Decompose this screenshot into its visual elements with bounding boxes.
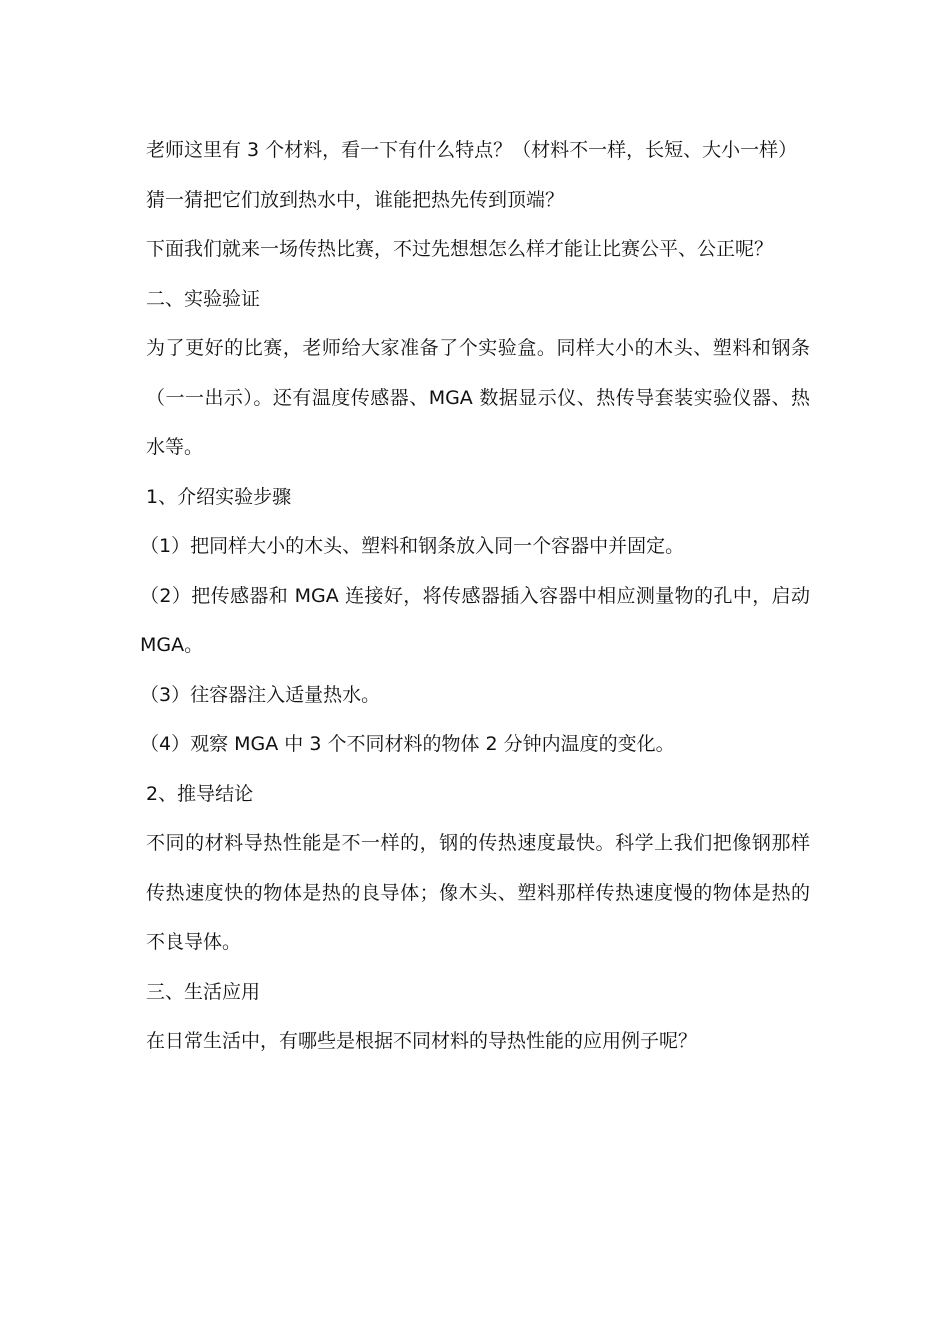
paragraph-application-question: 在日常生活中，有哪些是根据不同材料的导热性能的应用例子呢？ (146, 1030, 698, 1052)
step-3: （3）往容器注入适量热水。 (140, 683, 381, 706)
step-1: （1）把同样大小的木头、塑料和钢条放入同一个容器中并固定。 (140, 535, 685, 557)
subheading-conclusion: 2、推导结论 (146, 782, 254, 805)
step-4: （4）观察 MGA 中 3 个不同材料的物体 2 分钟内温度的变化。 (140, 733, 675, 755)
paragraph-fair-competition: 下面我们就来一场传热比赛，不过先想想怎么样才能让比赛公平、公正呢？ (146, 238, 774, 260)
step-2: （2）把传感器和 MGA 连接好，将传感器插入容器中相应测量物的孔中，启动 MGA。 (140, 584, 810, 656)
paragraph-experiment-box: 为了更好的比赛，老师给大家准备了个实验盒。同样大小的木头、塑料和钢条（一一出示）。还有温度传感器、MGA 数据显示仪、热传导套装实验仪器、热水等。 (146, 337, 810, 458)
subheading-experiment-steps: 1、介绍实验步骤 (146, 485, 292, 508)
paragraph-intro-materials: 老师这里有 3 个材料，看一下有什么特点？（材料不一样，长短、大小一样） (146, 139, 798, 161)
paragraph-guess: 猜一猜把它们放到热水中，谁能把热先传到顶端？ (146, 188, 565, 211)
paragraph-conclusion: 不同的材料导热性能是不一样的，钢的传热速度最快。科学上我们把像钢那样传热速度快的物体是热的良导体；像木头、塑料那样传热速度慢的物体是热的不良导体。 (146, 832, 810, 953)
document-body (140, 126, 810, 1067)
section-heading-experiment: 二、实验验证 (146, 287, 261, 310)
section-heading-application: 三、生活应用 (146, 980, 261, 1003)
